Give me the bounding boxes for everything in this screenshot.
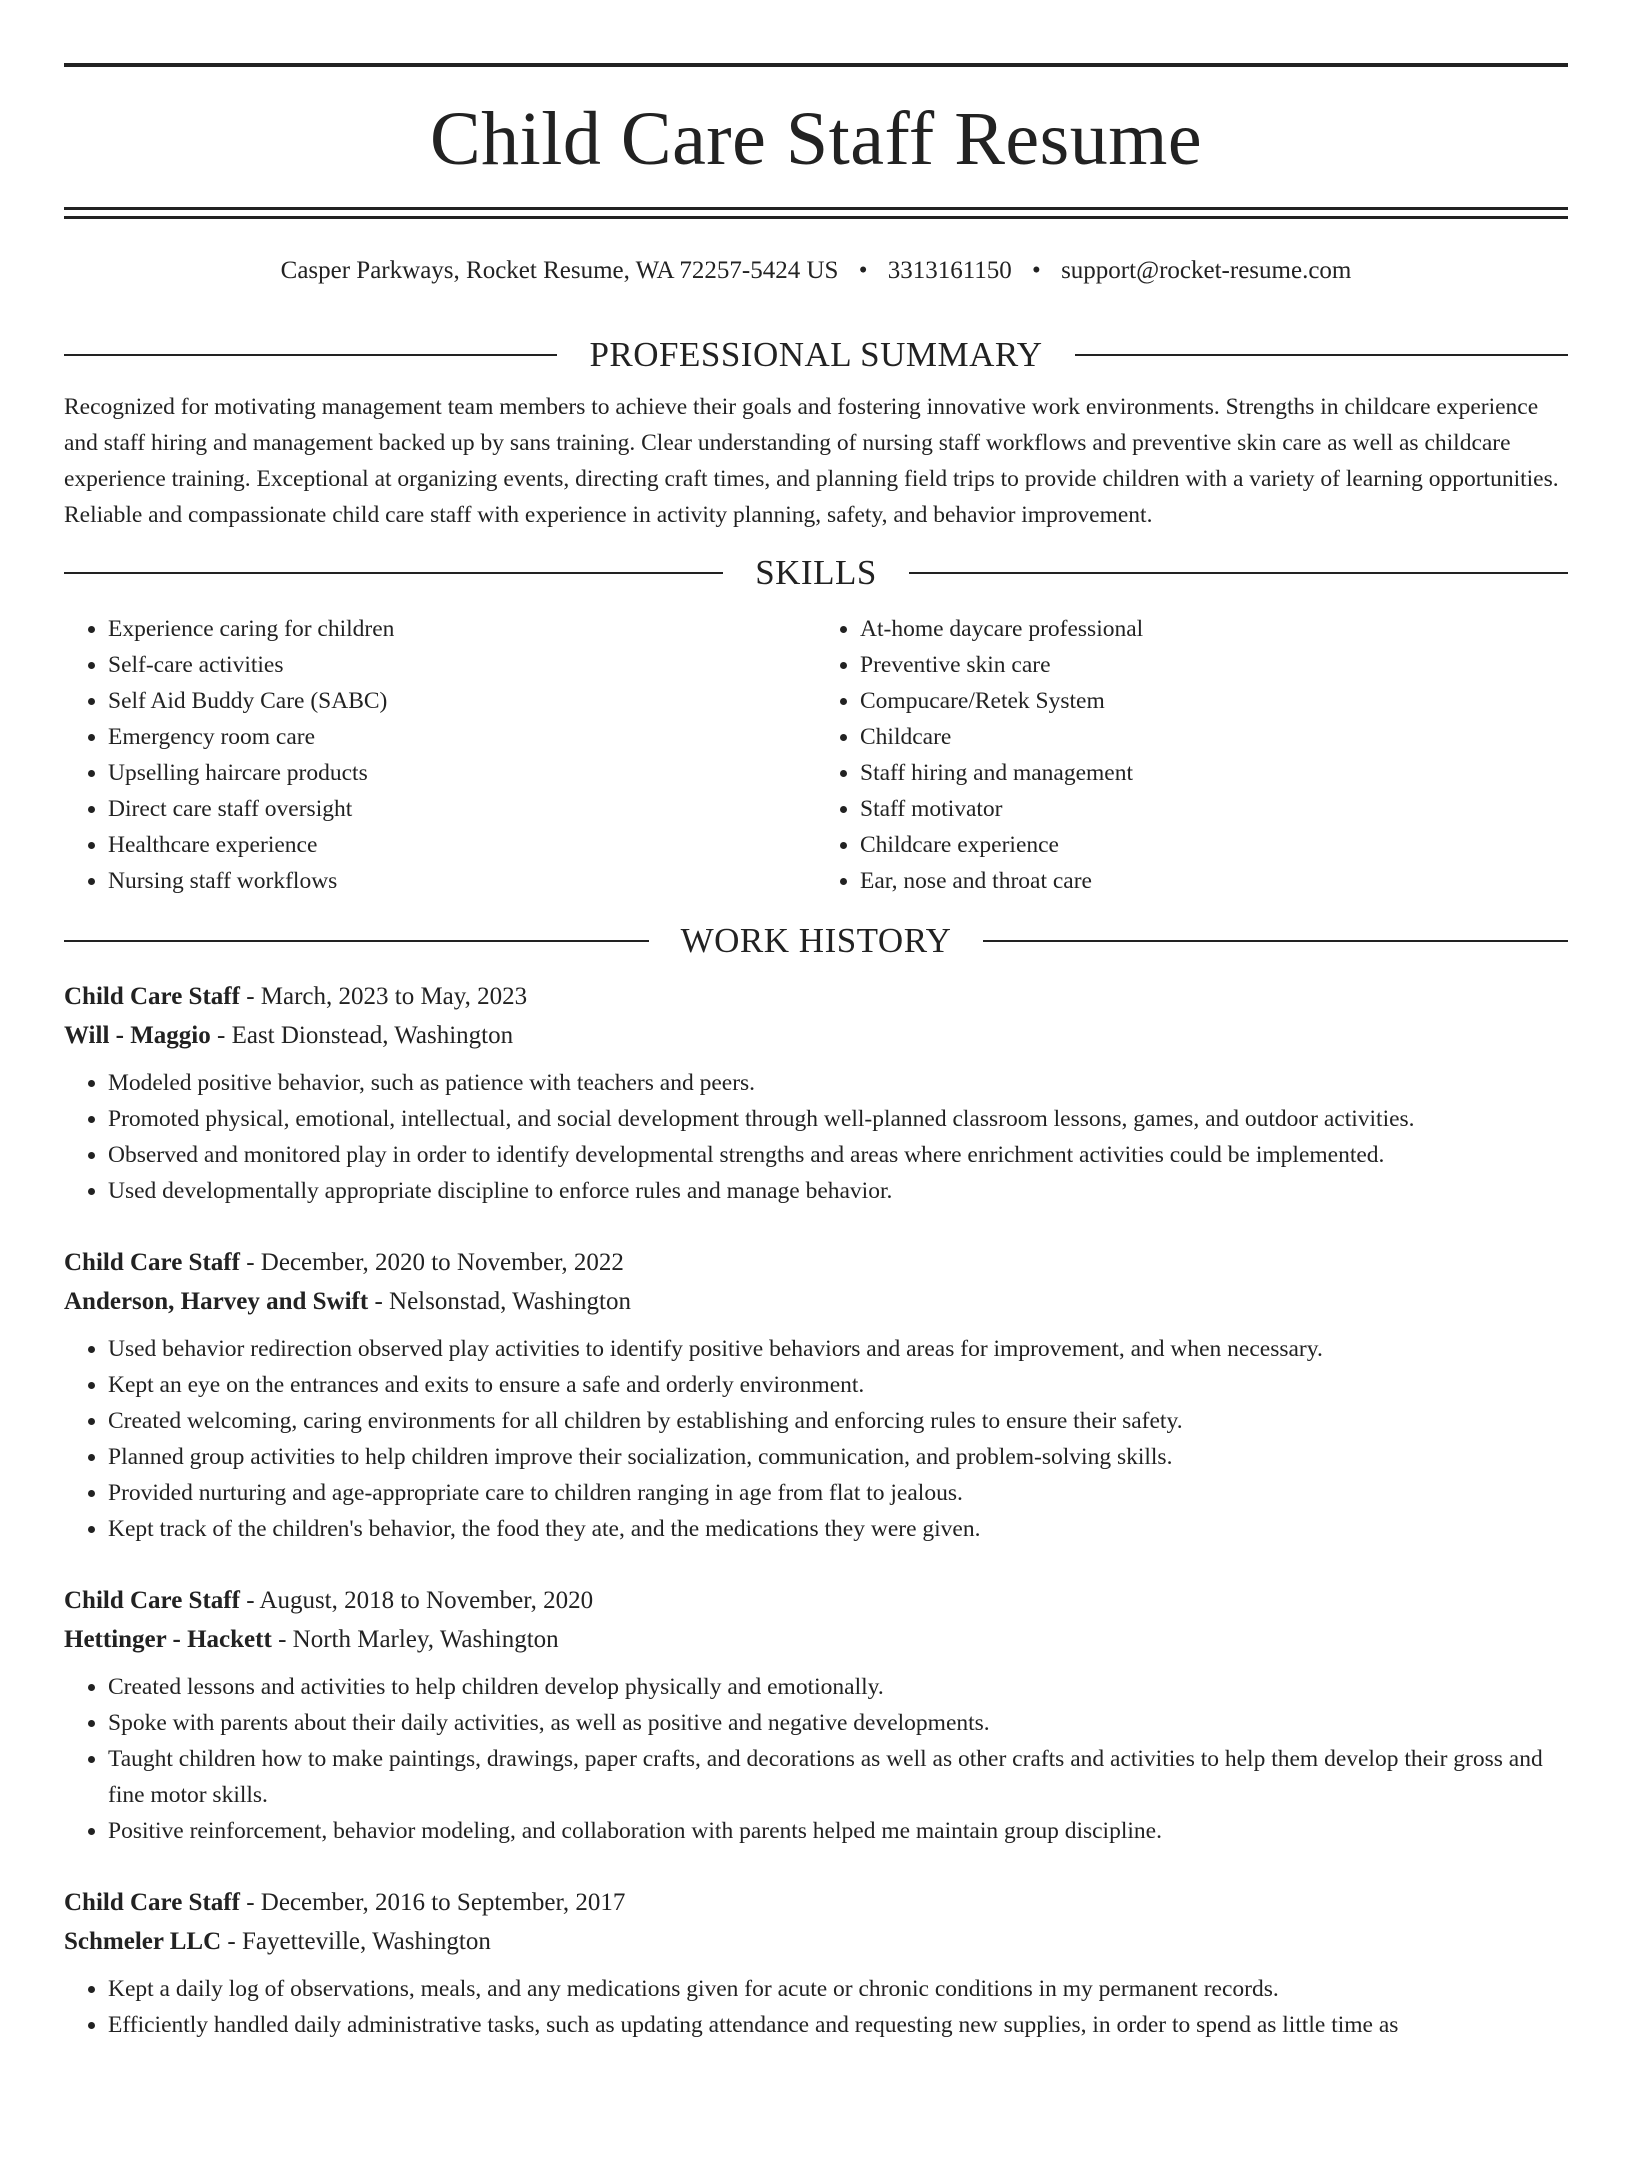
job-title: Child Care Staff [64, 1889, 240, 1916]
job-bullet: • Kept track of the children's behavior, the food they ate, and the medications they were given. [108, 1511, 1568, 1547]
job-company: Anderson, Harvey and Swift [64, 1288, 369, 1315]
job-bullet: • Created welcoming, caring environments for all children by establishing and enforcing rules to ensure their safety. [108, 1403, 1568, 1439]
job-bullet: • Planned group activities to help children improve their socialization, communication, and problem-solving skills. [108, 1439, 1568, 1475]
job-bullet: • Kept an eye on the entrances and exits to ensure a safe and orderly environment. [108, 1367, 1568, 1403]
contact-address: Casper Parkways, Rocket Resume, WA 72257-5424 US [280, 257, 839, 284]
skills-list [64, 611, 1568, 899]
job-bullets [64, 1971, 1568, 2043]
title-double-rule [64, 207, 1568, 219]
skill-item: • Staff hiring and management [860, 755, 1568, 791]
contact-separator: • [858, 257, 868, 284]
job-company-line [64, 1016, 1568, 1055]
job-company-line [64, 1620, 1568, 1659]
job-bullets [64, 1669, 1568, 1849]
job-bullet: • Efficiently handled daily administrative tasks, such as updating attendance and requesting new supplies, in order to spend as little time as [108, 2007, 1568, 2043]
job-title: Child Care Staff [64, 1249, 240, 1276]
job-entry [64, 1243, 1568, 1547]
skills-column-right [816, 611, 1568, 899]
job-entry [64, 1883, 1568, 2043]
skill-item: • Childcare experience [860, 827, 1568, 863]
job-dates: - December, 2016 to September, 2017 [239, 1889, 626, 1916]
job-bullet: • Promoted physical, emotional, intellectual, and social development through well-planned classroom lessons, games, and outdoor activities. [108, 1101, 1568, 1137]
job-location: - East Dionstead, Washington [210, 1022, 514, 1049]
skills-heading-text: SKILLS [755, 553, 877, 592]
job-title-line [64, 1883, 1568, 1922]
work-heading-text: WORK HISTORY [680, 921, 952, 960]
job-dates: - December, 2020 to November, 2022 [239, 1249, 624, 1276]
job-company: Schmeler LLC [64, 1928, 222, 1955]
skills-heading [64, 553, 1568, 593]
contact-phone: 3313161150 [887, 257, 1012, 284]
job-location: - Fayetteville, Washington [221, 1928, 491, 1955]
skill-item: • Self-care activities [108, 647, 816, 683]
skills-column-left [64, 611, 816, 899]
job-bullet: • Used behavior redirection observed play activities to identify positive behaviors and areas for improvement, and when necessary. [108, 1331, 1568, 1367]
summary-heading-text: PROFESSIONAL SUMMARY [589, 335, 1043, 374]
summary-heading [64, 335, 1568, 375]
skill-item: • Direct care staff oversight [108, 791, 816, 827]
job-bullet: • Kept a daily log of observations, meals, and any medications given for acute or chronic conditions in my permanent records. [108, 1971, 1568, 2007]
job-bullet: • Provided nurturing and age-appropriate care to children ranging in age from flat to jealous. [108, 1475, 1568, 1511]
contact-email: support@rocket-resume.com [1061, 257, 1352, 284]
job-title-line [64, 1243, 1568, 1282]
job-dates: - August, 2018 to November, 2020 [239, 1587, 594, 1614]
job-title: Child Care Staff [64, 983, 240, 1010]
resume-title: Child Care Staff Resume [429, 97, 1203, 181]
skill-item: • Experience caring for children [108, 611, 816, 647]
job-entry [64, 977, 1568, 1209]
job-location: - Nelsonstad, Washington [368, 1288, 631, 1315]
job-company: Hettinger - Hackett [64, 1626, 272, 1653]
skill-item: • Ear, nose and throat care [860, 863, 1568, 899]
contact-separator: • [1032, 257, 1041, 284]
job-bullet: • Taught children how to make paintings, drawings, paper crafts, and decorations as well as other crafts and activities to help them develop their gross and fine motor skills. [108, 1741, 1568, 1813]
job-entry [64, 1581, 1568, 1849]
job-company-line [64, 1922, 1568, 1961]
skill-item: • Self Aid Buddy Care (SABC) [108, 683, 816, 719]
job-bullet: • Created lessons and activities to help children develop physically and emotionally. [108, 1669, 1568, 1705]
skill-item: • Staff motivator [860, 791, 1568, 827]
job-bullet: • Used developmentally appropriate discipline to enforce rules and manage behavior. [108, 1173, 1568, 1209]
job-bullet: • Modeled positive behavior, such as patience with teachers and peers. [108, 1065, 1568, 1101]
skill-item: • Nursing staff workflows [108, 863, 816, 899]
resume-page [0, 63, 1632, 2175]
job-bullets [64, 1331, 1568, 1547]
skill-item: • Compucare/Retek System [860, 683, 1568, 719]
job-dates: - March, 2023 to May, 2023 [239, 983, 528, 1010]
skill-item: • Preventive skin care [860, 647, 1568, 683]
job-company-line [64, 1282, 1568, 1321]
job-title-line [64, 1581, 1568, 1620]
job-bullet: • Positive reinforcement, behavior modeling, and collaboration with parents helped me maintain group discipline. [108, 1813, 1568, 1849]
job-bullet: • Spoke with parents about their daily activities, as well as positive and negative developments. [108, 1705, 1568, 1741]
skill-item: • Healthcare experience [108, 827, 816, 863]
top-rule [64, 63, 1568, 67]
skill-item: • At-home daycare professional [860, 611, 1568, 647]
job-title: Child Care Staff [64, 1587, 240, 1614]
skill-item: • Upselling haircare products [108, 755, 816, 791]
job-location: - North Marley, Washington [271, 1626, 559, 1653]
job-company: Will - Maggio [64, 1022, 211, 1049]
skill-item: • Childcare [860, 719, 1568, 755]
contact-line [64, 257, 1568, 291]
work-history [64, 977, 1568, 2043]
work-heading [64, 921, 1568, 961]
job-bullets [64, 1065, 1568, 1209]
summary-text: Recognized for motivating management team members to achieve their goals and fostering innovative work environments. Strengths in childcare experience and staff hiring and management backed up by sans training. Clear understanding of nursing staff workflows and preventive skin care as well as childcare experience training. Exceptional at organizing events, directing craft times, and planning field trips to provide children with a variety of learning opportunities. Reliable and compassionate child care staff with experience in activity planning, safety, and behavior improvement. [64, 394, 1559, 528]
job-title-line [64, 977, 1568, 1016]
skill-item: • Emergency room care [108, 719, 816, 755]
job-bullet: • Observed and monitored play in order to identify developmental strengths and areas where enrichment activities could be implemented. [108, 1137, 1568, 1173]
